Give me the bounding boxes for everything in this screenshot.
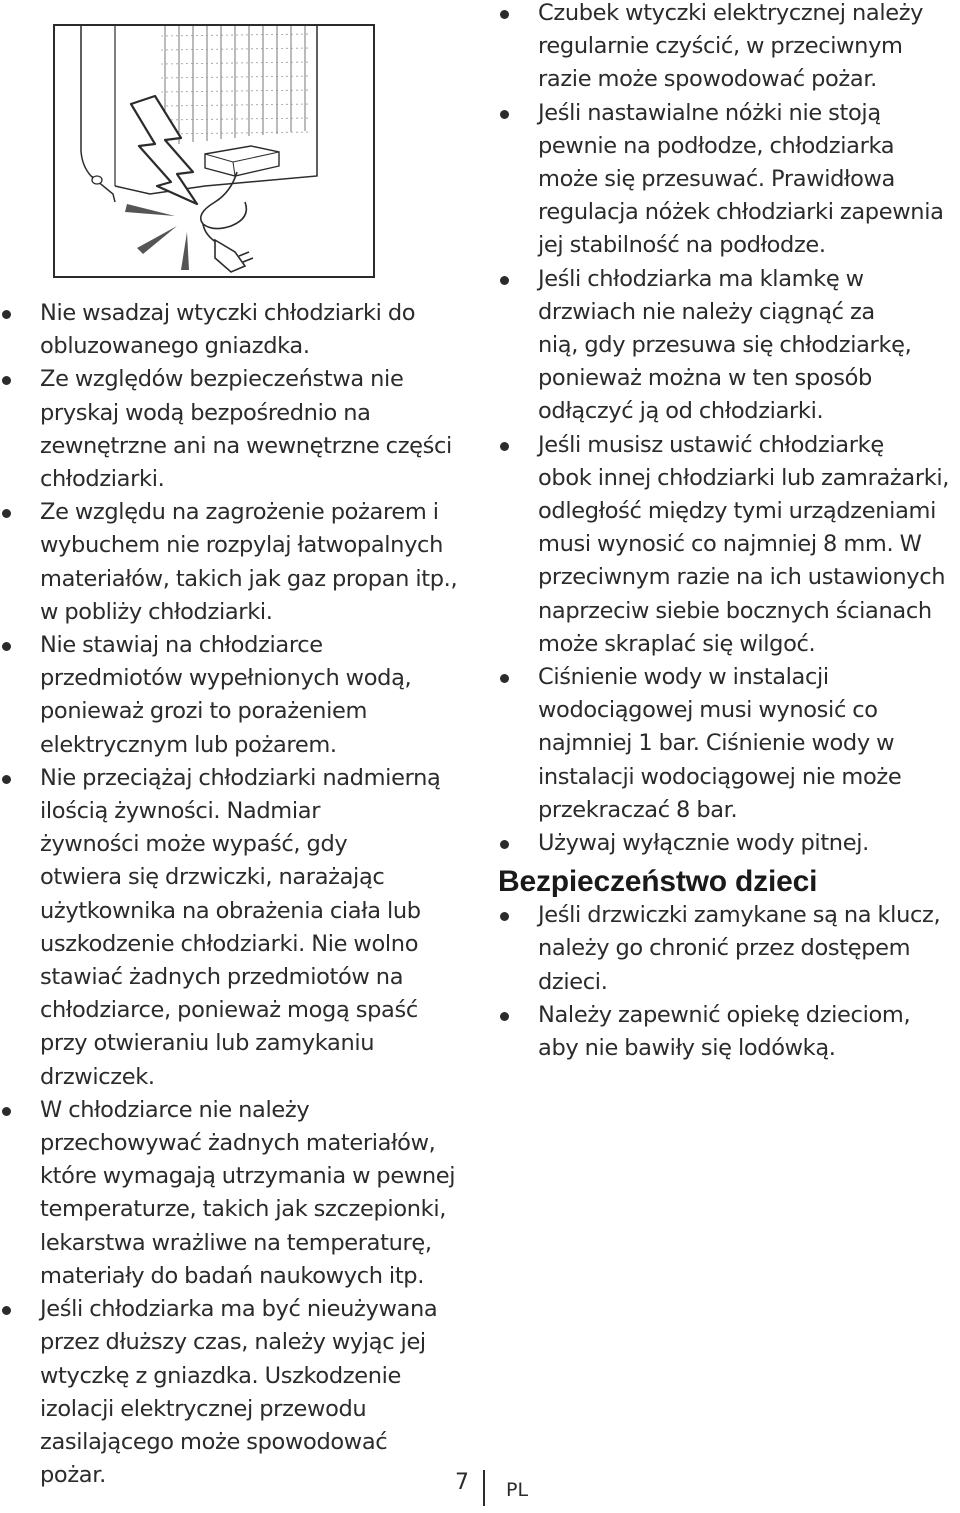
list-item: Czubek wtyczki elektrycznej należy regularnie czyścić, w przeciwnym razie może spowodować pożar.: [498, 0, 960, 97]
safety-list-right: [498, 0, 960, 860]
page-number: 7: [455, 1470, 469, 1495]
fridge-plug-shock-icon: [55, 26, 373, 276]
left-column: [0, 297, 470, 1492]
list-item: Jeśli musisz ustawić chłodziarkę obok innej chłodziarki lub zamrażarki, odległość między tymi urządzeniami musi wynosić co najmniej 8 mm. W przeciwnym razie na ich ustawionych naprzeciw siebie bocznych ścianach może skraplać się wilgoć.: [498, 429, 960, 661]
section-heading-child-safety: Bezpieczeństwo dzieci: [498, 865, 818, 899]
list-item: Ze względu na zagrożenie pożarem i wybuchem nie rozpylaj łatwopalnych materiałów, takich jak gaz propan itp., w pobliży chłodziarki.: [0, 496, 470, 629]
list-item: Ze względów bezpieczeństwa nie pryskaj wodą bezpośrednio na zewnętrzne ani na wewnętrzne części chłodziarki.: [0, 363, 470, 496]
fridge-plug-warning-illustration: [53, 24, 375, 278]
right-column: [498, 0, 960, 1065]
list-item: Nie przeciążaj chłodziarki nadmierną ilością żywności. Nadmiar żywności może wypaść, gdy otwiera się drzwiczki, narażając użytkownika na obrażenia ciała lub uszkodzenie chłodziarki. Nie wolno stawiać żadnych przedmiotów na chłodziarce, ponieważ mogą spaść przy otwieraniu lub zamykaniu drzwiczek.: [0, 762, 470, 1094]
list-item: Nie wsadzaj wtyczki chłodziarki do obluzowanego gniazdka.: [0, 297, 470, 363]
list-item: W chłodziarce nie należy przechowywać żadnych materiałów, które wymagają utrzymania w pewnej temperaturze, takich jak szczepionki, lekarstwa wrażliwe na temperaturę, materiały do badań naukowych itp.: [0, 1094, 470, 1293]
list-item: Jeśli nastawialne nóżki nie stoją pewnie na podłodze, chłodziarka może się przesuwać. Prawidłowa regulacja nóżek chłodziarki zapewnia jej stabilność na podłodze.: [498, 97, 960, 263]
list-item: Nie stawiaj na chłodziarce przedmiotów wypełnionych wodą, ponieważ grozi to porażeniem elektrycznym lub pożarem.: [0, 629, 470, 762]
list-item: Jeśli chłodziarka ma być nieużywana przez dłuższy czas, należy wyjąc jej wtyczkę z gniazdka. Uszkodzenie izolacji elektrycznej przewodu zasilającego może spowodować pożar.: [0, 1293, 470, 1492]
list-item: Jeśli drzwiczki zamykane są na klucz, należy go chronić przez dostępem dzieci.: [498, 899, 960, 999]
list-item: Należy zapewnić opiekę dzieciom, aby nie bawiły się lodówką.: [498, 999, 960, 1065]
list-item: Ciśnienie wody w instalacji wodociągowej musi wynosić co najmniej 1 bar. Ciśnienie wody w instalacji wodociągowej nie może przekraczać 8 bar.: [498, 661, 960, 827]
language-code: PL: [506, 1479, 529, 1501]
child-safety-list: [498, 899, 960, 1065]
list-item: Używaj wyłącznie wody pitnej.: [498, 827, 960, 860]
safety-list-left: [0, 297, 470, 1492]
footer-divider: [483, 1470, 485, 1506]
list-item: Jeśli chłodziarka ma klamkę w drzwiach nie należy ciągnąć za nią, gdy przesuwa się chłodziarkę, ponieważ można w ten sposób odłączyć ją od chłodziarki.: [498, 263, 960, 429]
